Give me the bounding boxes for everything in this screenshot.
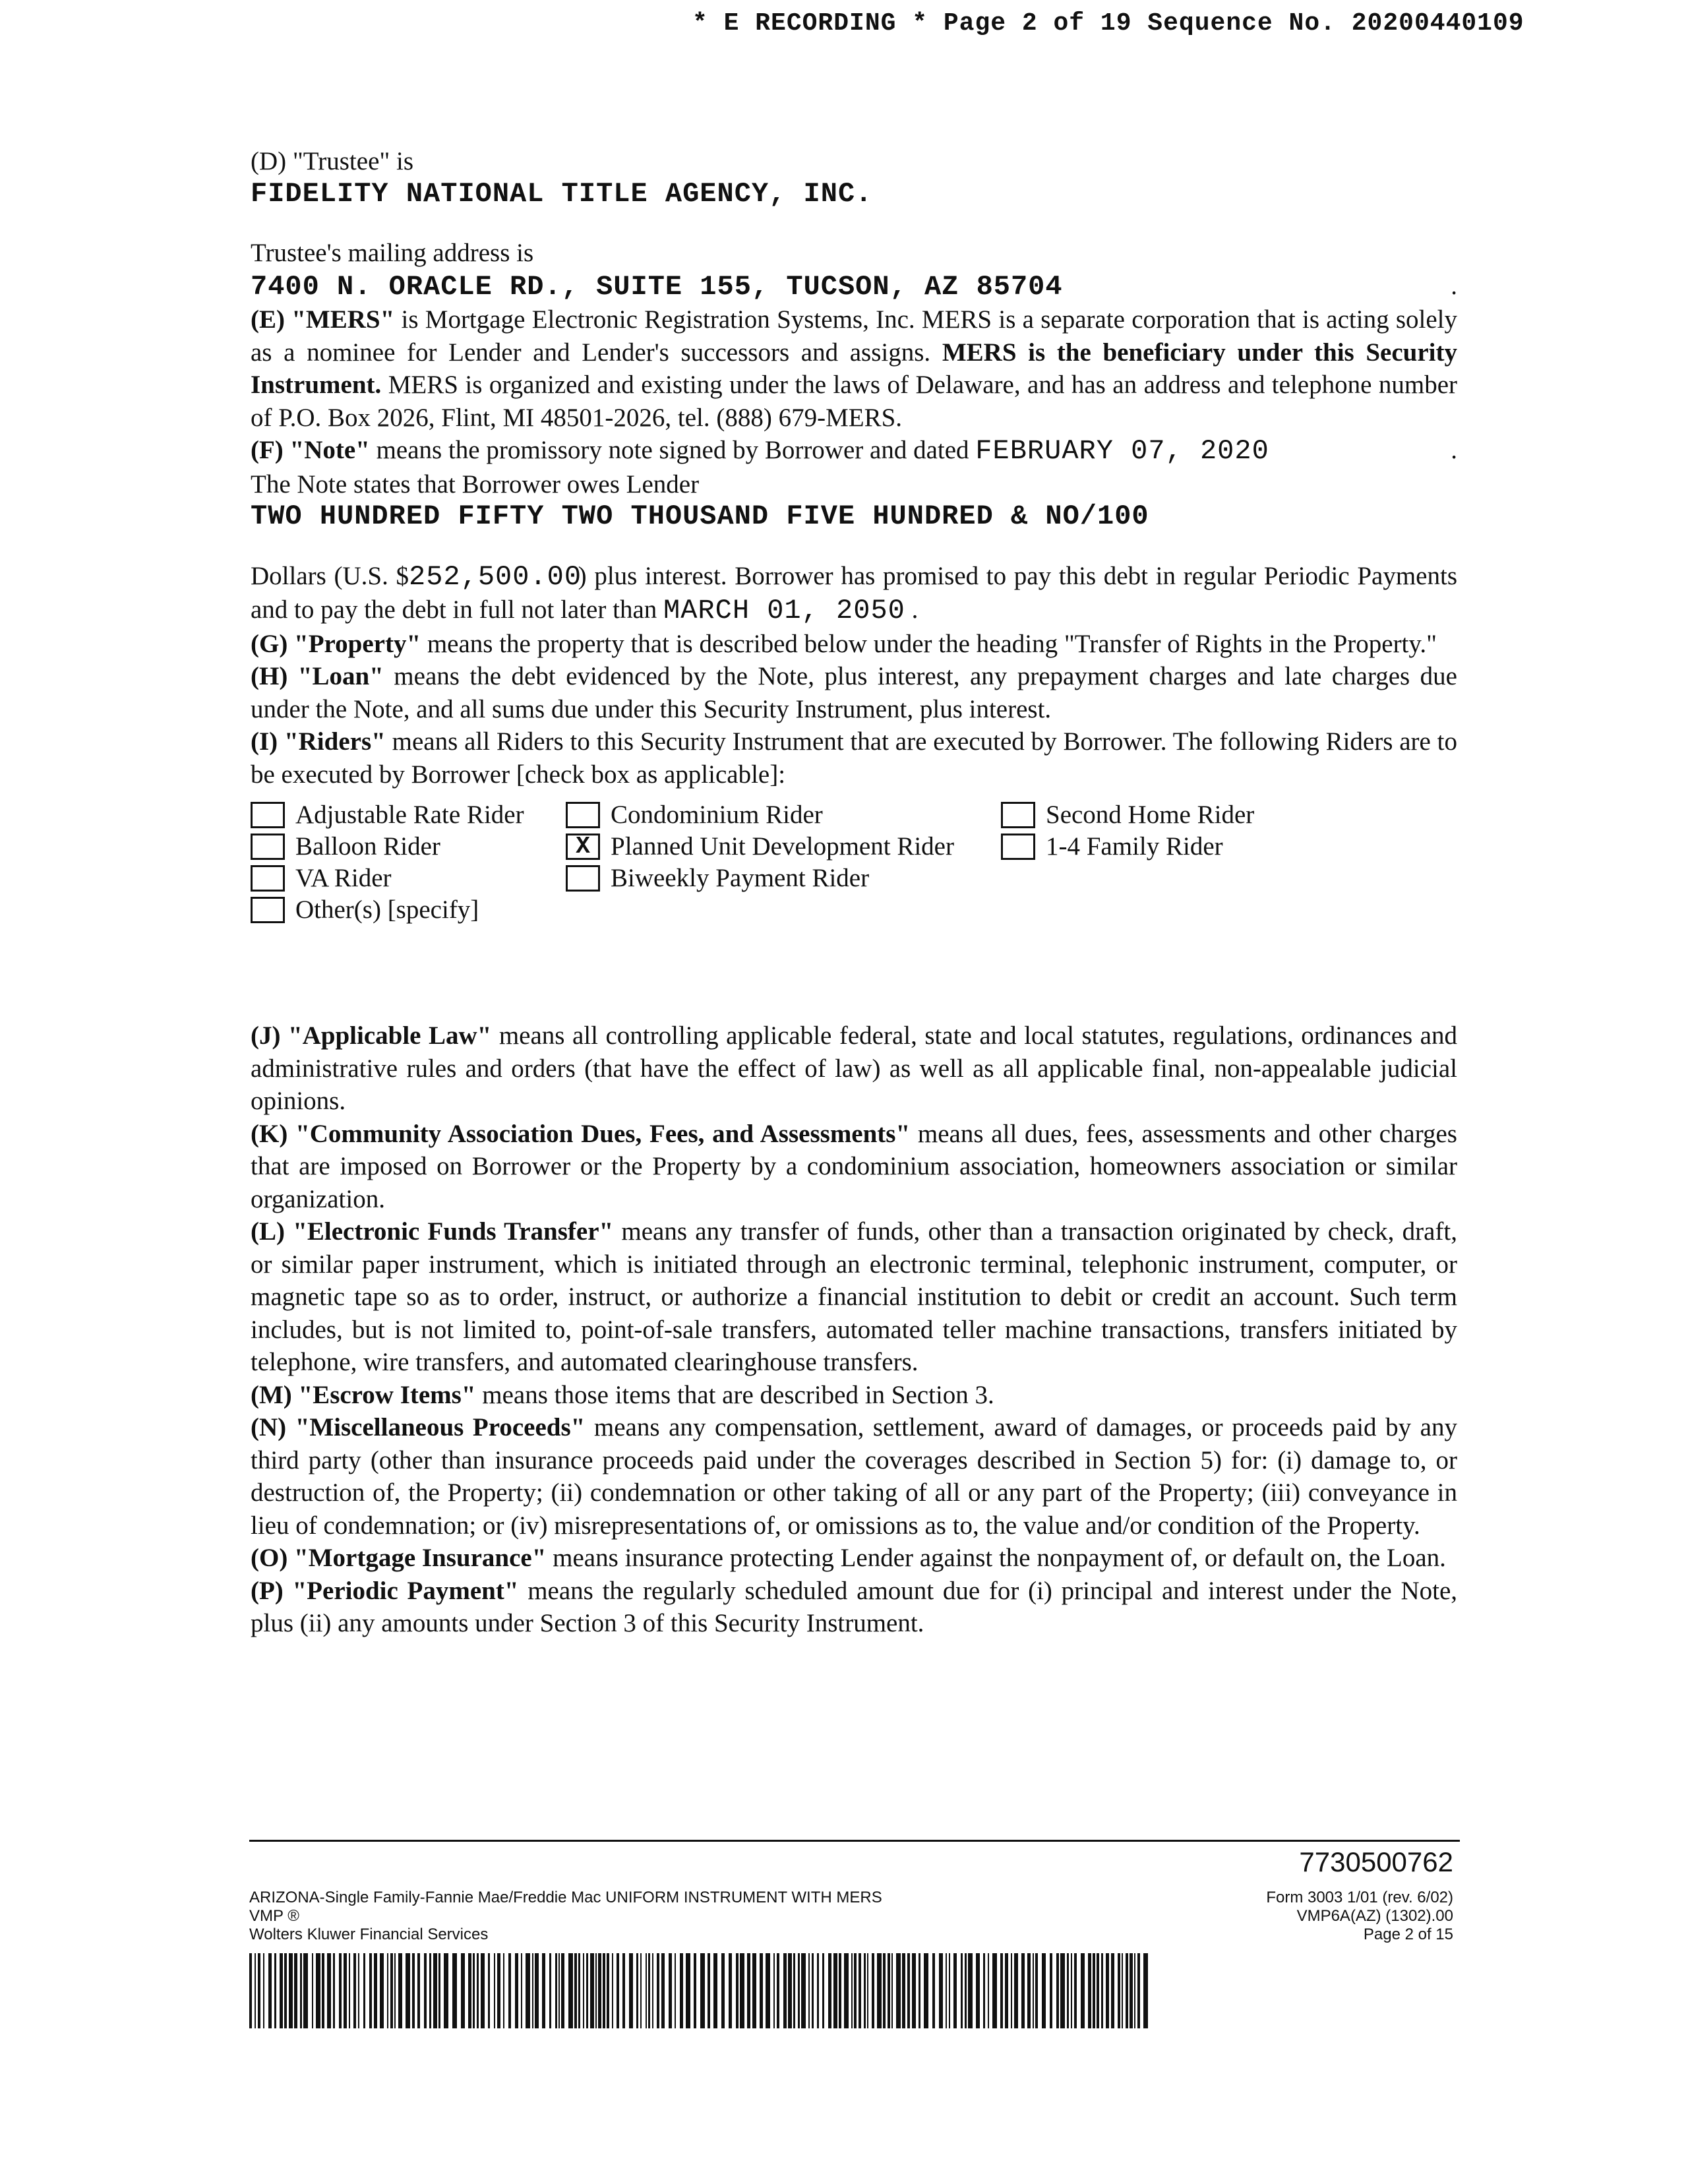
barcode-bar — [494, 1953, 495, 2028]
barcode-bar — [680, 1953, 683, 2028]
loan-number: 7730500762 — [1299, 1846, 1453, 1877]
barcode-bar — [648, 1953, 650, 2028]
section-n-label: (N) "Miscellaneous Proceeds" — [251, 1413, 586, 1441]
barcode-bar — [1134, 1953, 1135, 2028]
barcode-bar — [798, 1953, 800, 2028]
trustee-address-line — [251, 270, 1457, 304]
barcode — [249, 1953, 1153, 2028]
barcode-bar — [358, 1953, 359, 2028]
section-m — [251, 1379, 1457, 1412]
barcode-bar — [561, 1953, 564, 2028]
barcode-bar — [801, 1953, 806, 2028]
barcode-bar — [1093, 1953, 1095, 2028]
barcode-bar — [280, 1953, 283, 2028]
rider-checkbox[interactable] — [566, 802, 600, 828]
rider-label: Adjustable Rate Rider — [295, 801, 524, 829]
section-e-text-2: MERS is organized and existing under the laws of Delaware, and has an address and telephone number of P.O. Box 2026, Flint, MI 48501-2026, tel. (888) 679-MERS. — [251, 371, 1457, 432]
rider-checkbox[interactable] — [1001, 802, 1035, 828]
barcode-bar — [953, 1953, 957, 2028]
barcode-bar — [424, 1953, 427, 2028]
barcode-bar — [406, 1953, 410, 2028]
section-d-label: (D) "Trustee" is — [251, 147, 414, 175]
barcode-bar — [249, 1953, 252, 2028]
barcode-bar — [902, 1953, 905, 2028]
section-k — [251, 1118, 1457, 1216]
rider-checkbox[interactable] — [251, 834, 285, 860]
section-j-label: (J) "Applicable Law" — [251, 1021, 492, 1050]
barcode-bar — [812, 1953, 814, 2028]
amount-words: TWO HUNDRED FIFTY TWO THOUSAND FIVE HUNDRED & NO/100 — [251, 501, 1149, 532]
barcode-bar — [1060, 1953, 1065, 2028]
barcode-bar — [473, 1953, 475, 2028]
barcode-bar — [1143, 1953, 1148, 2028]
footer-divider — [249, 1840, 1460, 1842]
barcode-bar — [508, 1953, 511, 2028]
barcode-bar — [1126, 1953, 1128, 2028]
barcode-bar — [363, 1953, 365, 2028]
section-f-text-3: ) plus interest. Borrower has promised to pay this debt in regular Periodic Payments and to pay the debt in full not later than — [251, 561, 1458, 624]
section-p-label: (P) "Periodic Payment" — [251, 1576, 519, 1605]
rider-label: Biweekly Payment Rider — [611, 864, 870, 892]
barcode-bar — [669, 1953, 672, 2028]
vmp-mark: VMP ® — [249, 1907, 299, 1925]
barcode-bar — [1097, 1953, 1099, 2028]
barcode-bar — [578, 1953, 580, 2028]
trustee-mailing-label: Trustee's mailing address is — [251, 239, 534, 267]
barcode-bar — [912, 1953, 916, 2028]
barcode-bar — [1081, 1953, 1085, 2028]
section-i-label: (I) "Riders" — [251, 727, 386, 756]
barcode-bar — [961, 1953, 963, 2028]
barcode-bar — [333, 1953, 335, 2028]
recording-header: * E RECORDING * Page 2 of 19 Sequence No. 20200440109 — [692, 9, 1524, 38]
section-l-label: (L) "Electronic Funds Transfer" — [251, 1217, 614, 1246]
barcode-bar — [1130, 1953, 1133, 2028]
trustee-address-period: . — [1451, 271, 1457, 300]
barcode-bar — [1014, 1953, 1018, 2028]
note-date: FEBRUARY 07, 2020 — [975, 435, 1269, 467]
barcode-bar — [896, 1953, 901, 2028]
barcode-bar — [339, 1953, 342, 2028]
barcode-bar — [468, 1953, 471, 2028]
barcode-bar — [1011, 1953, 1012, 2028]
section-m-text: means those items that are described in Section 3. — [475, 1380, 994, 1409]
rider-va[interactable] — [251, 862, 392, 895]
section-g-label: (G) "Property" — [251, 629, 421, 658]
barcode-bar — [542, 1953, 545, 2028]
barcode-bar — [380, 1953, 384, 2028]
barcode-bar — [595, 1953, 597, 2028]
barcode-bar — [839, 1953, 841, 2028]
barcode-bar — [859, 1953, 861, 2028]
barcode-bar — [788, 1953, 792, 2028]
barcode-bar — [828, 1953, 831, 2028]
section-e — [251, 303, 1457, 434]
barcode-bar — [694, 1953, 696, 2028]
section-f-dollars — [251, 560, 1457, 628]
barcode-bar — [640, 1953, 642, 2028]
barcode-bar — [387, 1953, 388, 2028]
barcode-bar — [316, 1953, 320, 2028]
form-number: Form 3003 1/01 (rev. 6/02) — [1266, 1889, 1453, 1906]
barcode-bar — [452, 1953, 457, 2028]
barcode-bar — [872, 1953, 874, 2028]
section-k-text: means all dues, fees, assessments and other charges that are imposed on Borrower or the Property by a condominium association, homeowners association or similar organization. — [251, 1119, 1457, 1213]
barcode-bar — [274, 1953, 276, 2028]
rider-other[interactable] — [251, 894, 479, 926]
section-f-text-4: . — [905, 595, 919, 624]
barcode-bar — [793, 1953, 795, 2028]
barcode-bar — [851, 1953, 853, 2028]
section-o-text: means insurance protecting Lender against the nonpayment of, or default on, the Loan. — [546, 1544, 1446, 1572]
riders-checklist — [251, 799, 1457, 957]
amount-number: 252,500.00 — [409, 561, 582, 593]
barcode-bar — [289, 1953, 293, 2028]
form-description — [249, 1889, 882, 1944]
section-i-text: means all Riders to this Security Instrument that are executed by Borrower. The following Riders are to be executed by Borrower [check box as applicable]: — [251, 727, 1457, 789]
rider-label: Second Home Rider — [1046, 801, 1255, 829]
barcode-bar — [322, 1953, 324, 2028]
document-body — [251, 145, 1457, 1640]
barcode-bar — [988, 1953, 989, 2028]
section-g — [251, 628, 1457, 661]
barcode-bar — [532, 1953, 533, 2028]
barcode-bar — [369, 1953, 372, 2028]
section-i — [251, 725, 1457, 791]
dollars-prefix: Dollars (U.S. $ — [251, 561, 409, 590]
barcode-bar — [629, 1953, 633, 2028]
form-identifiers — [1266, 1889, 1453, 1944]
barcode-bar — [1111, 1953, 1114, 2028]
barcode-bar — [652, 1953, 653, 2028]
barcode-bar — [353, 1953, 356, 2028]
publisher: Wolters Kluwer Financial Services — [249, 1926, 489, 1943]
barcode-bar — [481, 1953, 485, 2028]
maturity-date: MARCH 01, 2050 — [663, 595, 905, 626]
section-g-text: means the property that is described below under the heading "Transfer of Rights in the Property." — [421, 629, 1437, 658]
barcode-bar — [444, 1953, 448, 2028]
rider-label: Planned Unit Development Rider — [611, 832, 954, 861]
barcode-bar — [675, 1953, 676, 2028]
barcode-bar — [773, 1953, 775, 2028]
barcode-bar — [390, 1953, 393, 2028]
rider-adjustable-rate[interactable] — [251, 799, 524, 832]
rider-checkbox[interactable] — [251, 897, 285, 923]
barcode-bar — [521, 1953, 522, 2028]
barcode-bar — [713, 1953, 717, 2028]
barcode-bar — [574, 1953, 577, 2028]
barcode-bar — [535, 1953, 539, 2028]
trustee-address: 7400 N. ORACLE RD., SUITE 155, TUCSON, AZ 85704 — [251, 270, 1063, 303]
barcode-bar — [932, 1953, 935, 2028]
section-e-text-1: is Mortgage Electronic Registration Systems, Inc. MERS is a separate corporation that is acting solely as a nominee for Lender and Lender's successors and assigns. — [251, 305, 1457, 367]
barcode-bar — [349, 1953, 350, 2028]
barcode-bar — [686, 1953, 690, 2028]
barcode-bar — [907, 1953, 910, 2028]
barcode-bar — [1074, 1953, 1077, 2028]
barcode-bar — [398, 1953, 402, 2028]
barcode-bar — [740, 1953, 744, 2028]
barcode-bar — [1033, 1953, 1034, 2028]
barcode-bar — [1106, 1953, 1109, 2028]
section-n-text: means any compensation, settlement, award of damages, or proceeds paid by any third party (other than insurance proceeds paid under the coverages described in Section 5) for: (i) damage to, or destruction of, the Property; (ii) condemnation or other taking of all or any part of the Property; (iii) conveyance in lieu of condemnation; or (iv) misrepresentations of, or omissions as to, the value and/or condition of the Property. — [251, 1413, 1457, 1540]
barcode-bar — [412, 1953, 415, 2028]
barcode-bar — [617, 1953, 619, 2028]
barcode-bar — [612, 1953, 613, 2028]
barcode-bar — [477, 1953, 479, 2028]
section-n — [251, 1411, 1457, 1542]
section-k-label: (K) "Community Association Dues, Fees, and Assessments" — [251, 1119, 911, 1148]
form-page-number: Page 2 of 15 — [1363, 1926, 1453, 1943]
rider-balloon[interactable] — [251, 830, 440, 863]
rider-label: 1-4 Family Rider — [1046, 832, 1223, 861]
section-o — [251, 1542, 1457, 1575]
section-f-text-2: The Note states that Borrower owes Lender — [251, 470, 700, 499]
barcode-bar — [417, 1953, 420, 2028]
section-h-label: (H) "Loan" — [251, 662, 384, 690]
barcode-bar — [1071, 1953, 1072, 2028]
barcode-bar — [721, 1953, 725, 2028]
barcode-bar — [657, 1953, 659, 2028]
barcode-bar — [777, 1953, 779, 2028]
barcode-bar — [263, 1953, 264, 2028]
barcode-bar — [344, 1953, 347, 2028]
barcode-bar — [374, 1953, 377, 2028]
barcode-bar — [1021, 1953, 1025, 2028]
barcode-bar — [568, 1953, 573, 2028]
rider-checkbox[interactable] — [1001, 834, 1035, 860]
barcode-bar — [268, 1953, 272, 2028]
section-j-text: means all controlling applicable federal, state and local statutes, regulations, ordinances and administrative rules and orders (that have the effect of law) as well as all applicable final, non-appealable judicial opinions. — [251, 1021, 1457, 1115]
barcode-bar — [1042, 1953, 1046, 2028]
barcode-bar — [312, 1953, 313, 2028]
barcode-bar — [555, 1953, 557, 2028]
barcode-bar — [429, 1953, 431, 2028]
section-m-label: (M) "Escrow Items" — [251, 1380, 476, 1409]
barcode-bar — [284, 1953, 287, 2028]
barcode-bar — [747, 1953, 750, 2028]
section-f-line-1 — [251, 434, 1457, 468]
barcode-bar — [255, 1953, 256, 2028]
barcode-bar — [736, 1953, 738, 2028]
rider-checkbox[interactable] — [251, 802, 285, 828]
barcode-bar — [583, 1953, 584, 2028]
barcode-bar — [708, 1953, 710, 2028]
barcode-bar — [976, 1953, 980, 2028]
barcode-bar — [760, 1953, 763, 2028]
barcode-bar — [1050, 1953, 1052, 2028]
section-e-bold: MERS is the beneficiary under this Security Instrument. — [251, 338, 1457, 399]
rider-1-4-family[interactable] — [1001, 830, 1223, 863]
barcode-bar — [300, 1953, 302, 2028]
barcode-bar — [1118, 1953, 1120, 2028]
barcode-bar — [965, 1953, 967, 2028]
barcode-bar — [503, 1953, 504, 2028]
barcode-bar — [766, 1953, 770, 2028]
rider-label: VA Rider — [295, 864, 392, 892]
section-l — [251, 1215, 1457, 1379]
section-h — [251, 660, 1457, 725]
barcode-bar — [752, 1953, 756, 2028]
barcode-bar — [586, 1953, 588, 2028]
rider-checkbox-checked[interactable]: X — [566, 834, 600, 860]
barcode-bar — [808, 1953, 810, 2028]
section-l-text: means any transfer of funds, other than a transaction originated by check, draft, or similar paper instrument, which is initiated through an electronic terminal, telephonic instrument, computer, or magnetic tape so as to order, instruct, or authorize a financial institution to debit or credit an account. Such term includes, but is not limited to, point-of-sale transfers, automated teller machine transactions, transfers initiated by telephone, wire transfers, and automated clearinghouse transfers. — [251, 1217, 1457, 1376]
barcode-bar — [622, 1953, 625, 2028]
barcode-bar — [968, 1953, 973, 2028]
barcode-bar — [1088, 1953, 1091, 2028]
barcode-bar — [258, 1953, 260, 2028]
barcode-bar — [607, 1953, 609, 2028]
barcode-bar — [603, 1953, 605, 2028]
barcode-bar — [526, 1953, 530, 2028]
barcode-bar — [438, 1953, 440, 2028]
barcode-bar — [394, 1953, 396, 2028]
barcode-bar — [919, 1953, 920, 2028]
trustee-name: FIDELITY NATIONAL TITLE AGENCY, INC. — [251, 177, 873, 210]
barcode-bar — [992, 1953, 997, 2028]
note-date-period: . — [1451, 436, 1457, 464]
barcode-bar — [1067, 1953, 1069, 2028]
barcode-bar — [1137, 1953, 1140, 2028]
barcode-bar — [433, 1953, 437, 2028]
barcode-bar — [558, 1953, 560, 2028]
barcode-bar — [327, 1953, 331, 2028]
barcode-bar — [949, 1953, 950, 2028]
vmp-code: VMP6A(AZ) (1302).00 — [1296, 1907, 1453, 1925]
rider-label: Balloon Rider — [295, 832, 440, 861]
barcode-bar — [1005, 1953, 1008, 2028]
barcode-bar — [303, 1953, 308, 2028]
rider-label: Other(s) [specify] — [295, 895, 479, 924]
barcode-bar — [877, 1953, 882, 2028]
section-h-text: means the debt evidenced by the Note, plus interest, any prepayment charges and late charges due under the Note, and all sums due under this Security Instrument, plus interest. — [251, 662, 1457, 723]
section-e-label: (E) "MERS" — [251, 305, 395, 334]
section-f-label: (F) "Note" — [251, 436, 370, 464]
barcode-bar — [646, 1953, 647, 2028]
barcode-bar — [924, 1953, 928, 2028]
barcode-bar — [844, 1953, 849, 2028]
barcode-bar — [854, 1953, 857, 2028]
form-title: ARIZONA-Single Family-Fannie Mae/Freddie Mac UNIFORM INSTRUMENT WITH MERS — [249, 1889, 882, 1906]
barcode-bar — [549, 1953, 551, 2028]
barcode-bar — [867, 1953, 868, 2028]
barcode-bar — [1000, 1953, 1003, 2028]
barcode-bar — [488, 1953, 490, 2028]
barcode-bar — [598, 1953, 601, 2028]
barcode-bar — [1101, 1953, 1103, 2028]
section-j — [251, 1019, 1457, 1118]
barcode-bar — [729, 1953, 732, 2028]
barcode-bar — [946, 1953, 947, 2028]
barcode-bar — [1056, 1953, 1059, 2028]
rider-label: Condominium Rider — [611, 801, 823, 829]
barcode-bar — [497, 1953, 500, 2028]
barcode-bar — [888, 1953, 890, 2028]
rider-planned-unit-development[interactable] — [566, 830, 954, 863]
barcode-bar — [822, 1953, 824, 2028]
rider-second-home[interactable] — [1001, 799, 1254, 832]
barcode-bar — [461, 1953, 465, 2028]
barcode-bar — [817, 1953, 819, 2028]
rider-condominium[interactable] — [566, 799, 823, 832]
barcode-bar — [700, 1953, 705, 2028]
barcode-bar — [983, 1953, 985, 2028]
barcode-bar — [891, 1953, 893, 2028]
section-p — [251, 1575, 1457, 1640]
barcode-bar — [1122, 1953, 1123, 2028]
barcode-bar — [294, 1953, 297, 2028]
rider-checkbox[interactable] — [251, 865, 285, 892]
barcode-bar — [783, 1953, 787, 2028]
barcode-bar — [1027, 1953, 1031, 2028]
section-o-label: (O) "Mortgage Insurance" — [251, 1544, 547, 1572]
rider-checkbox[interactable] — [566, 865, 600, 892]
section-f-text-1: means the promissory note signed by Borrower and dated — [369, 436, 976, 464]
barcode-bar — [864, 1953, 866, 2028]
barcode-bar — [661, 1953, 665, 2028]
barcode-bar — [1035, 1953, 1038, 2028]
barcode-bar — [833, 1953, 837, 2028]
rider-biweekly-payment[interactable] — [566, 862, 869, 895]
section-p-text: means the regularly scheduled amount due for (i) principal and interest under the Note, plus (ii) any amounts under Section 3 of this Security Instrument. — [251, 1576, 1458, 1637]
barcode-bar — [883, 1953, 886, 2028]
barcode-bar — [939, 1953, 943, 2028]
barcode-bar — [636, 1953, 638, 2028]
barcode-bar — [590, 1953, 594, 2028]
barcode-bar — [515, 1953, 518, 2028]
